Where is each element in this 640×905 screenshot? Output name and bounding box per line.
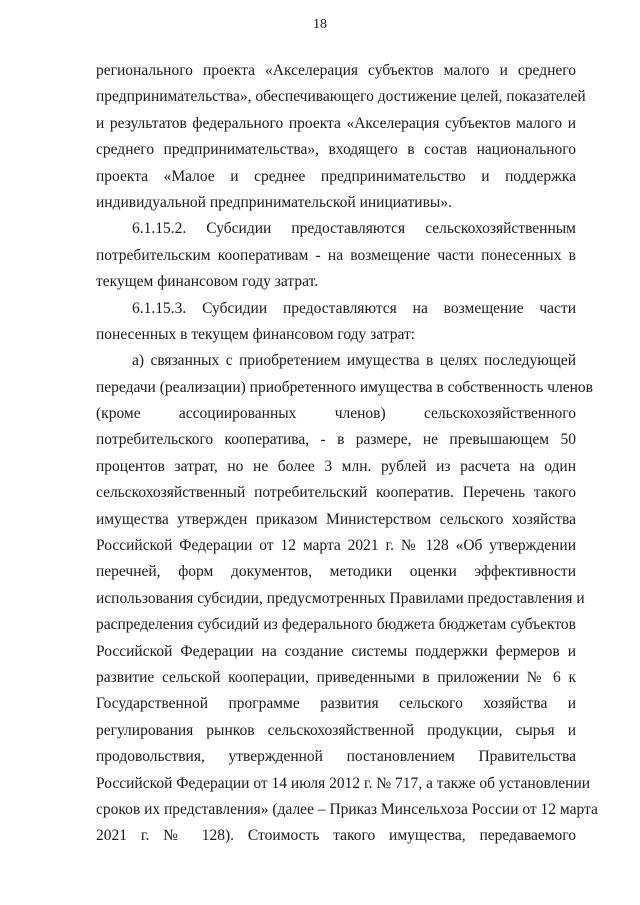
text-line: текущем финансовом году затрат. bbox=[96, 273, 319, 291]
text-line: Российской Федерации на создание системы поддержки фермеров и bbox=[96, 642, 576, 660]
text-line: и результатов федерального проекта «Акселерация субъектов малого и bbox=[96, 114, 576, 132]
text-line: 2021 г. № 128). Стоимость такого имущества, передаваемого bbox=[96, 827, 576, 845]
text-line: а) связанных с приобретением имущества в целях последующей bbox=[132, 352, 576, 370]
text-line: регионального проекта «Акселерация субъектов малого и среднего bbox=[96, 62, 576, 79]
text-line: сроков их представления» (далее – Приказ Минсельхоза России от 12 марта bbox=[96, 800, 598, 818]
text-line: передачи (реализации) приобретенного имущества в собственность членов bbox=[96, 378, 593, 396]
text-line: Российской Федерации от 12 марта 2021 г. № 128 «Об утверждении bbox=[96, 537, 576, 555]
text-line: процентов затрат, но не более 3 млн. рублей из расчета на один bbox=[96, 457, 576, 475]
text-line: продовольствия, утвержденной постановлением Правительства bbox=[96, 748, 576, 766]
text-line: проекта «Малое и среднее предпринимательство и поддержка bbox=[96, 167, 576, 185]
text-line: предпринимательства», обеспечивающего достижение целей, показателей bbox=[96, 88, 586, 106]
text-line: сельскохозяйственный потребительский кооператив. Перечень такого bbox=[96, 484, 576, 502]
text-line: Государственной программе развития сельского хозяйства и bbox=[96, 695, 576, 713]
text-line: использования субсидии, предусмотренных Правилами предоставления и bbox=[96, 589, 585, 607]
text-line: имущества утвержден приказом Министерством сельского хозяйства bbox=[96, 510, 576, 528]
page-number: 18 bbox=[313, 17, 327, 32]
text-line: развитие сельской кооперации, приведенными в приложении № 6 к bbox=[96, 668, 576, 686]
text-line: перечней, форм документов, методики оценки эффективности bbox=[96, 563, 576, 581]
text-line: регулирования рынков сельскохозяйственной продукции, сырья и bbox=[96, 721, 576, 739]
text-line: потребительским кооперативам - на возмещение части понесенных в bbox=[96, 246, 576, 264]
text-line: 6.1.15.3. Субсидии предоставляются на возмещение части bbox=[132, 299, 576, 317]
text-line: Российской Федерации от 14 июля 2012 г. № 717, а также об установлении bbox=[96, 774, 591, 792]
text-line: (кроме ассоциированных членов) сельскохозяйственного bbox=[96, 405, 576, 423]
text-line: 6.1.15.2. Субсидии предоставляются сельскохозяйственным bbox=[132, 220, 576, 238]
text-line: индивидуальной предпринимательской инициативы». bbox=[96, 193, 452, 211]
text-line: понесенных в текущем финансовом году затрат: bbox=[96, 325, 416, 343]
document-body bbox=[96, 58, 598, 850]
text-line: распределения субсидий из федерального бюджета бюджетам субъектов bbox=[96, 616, 576, 634]
text-line: среднего предпринимательства», входящего в состав национального bbox=[96, 141, 576, 159]
text-line: потребительского кооператива, - в размере, не превышающем 50 bbox=[96, 431, 576, 449]
